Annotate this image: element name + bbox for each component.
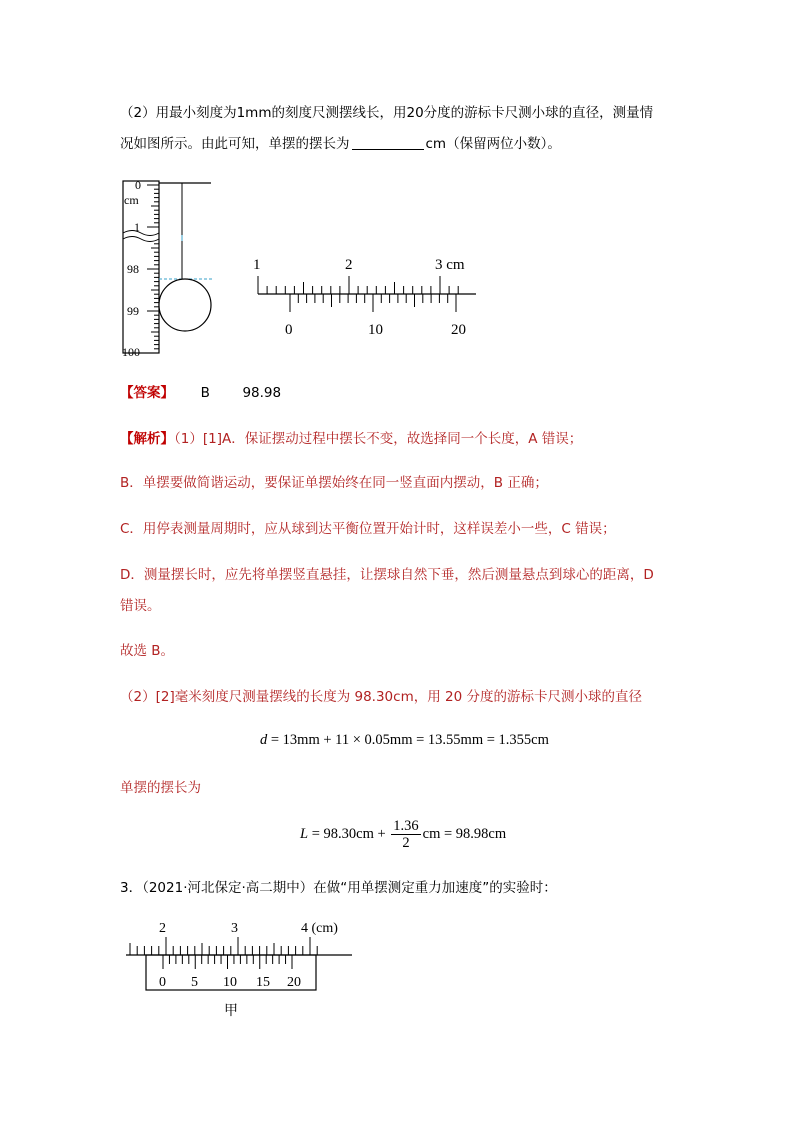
vernier2-main-label-4: 4 (cm) [301,921,338,936]
analysis-d2: 错误。 [120,598,161,614]
analysis-a [120,429,582,449]
vernier2-vern-label-10: 10 [223,975,237,990]
vernier1-main-label-3: 3 cm [435,257,465,273]
equation-diameter [260,732,549,749]
vernier2-vernier-ticks [163,955,292,969]
vernier-figure-1 [248,252,483,342]
analysis-label: 【解析】 [120,431,174,447]
analysis-a-text: （1）[1]A．保证摆动过程中摆长不变，故选择同一个长度，A 错误； [174,431,583,447]
vernier2-main-label-2: 2 [159,921,166,936]
ruler-label-1: 1 [134,220,140,234]
ruler-label-100: 100 [122,345,140,359]
q2-line2-pre: 况如图所示。由此可知，单摆的摆长为 [120,136,350,152]
analysis-d1: D．测量摆长时，应先将单摆竖直悬挂，让摆球自然下垂，然后测量悬点到球心的距离，D [120,567,654,583]
vernier2-caption: 甲 [224,1004,238,1019]
vernier1-main-ticks [258,276,458,294]
answer-line [120,383,281,403]
answer-choice: B [200,385,210,401]
vernier1-main-label-2: 2 [345,257,353,273]
pendulum-ball [159,279,211,331]
vernier2-main-label-3: 3 [231,921,238,936]
eq2-numerator: 1.36 [393,818,419,834]
vernier1-vern-label-20: 20 [451,322,466,338]
vernier-figure-2 [120,915,360,1025]
ruler-label-99: 99 [127,304,139,318]
eq2-a: = 98.30cm + [308,825,390,842]
vernier2-vern-label-5: 5 [191,975,198,990]
eq2-denominator: 2 [402,835,410,851]
q3-stem: 3．（2021·河北保定·高二期中）在做“用单摆测定重力加速度”的实验时： [120,880,557,896]
analysis-conclusion: 故选 B。 [120,643,175,659]
q2-line2 [120,134,561,154]
vernier2-vern-label-0: 0 [159,975,166,990]
q2-line1: （2）用最小刻度为1mm的刻度尺测摆线长，用20分度的游标卡尺测小球的直径，测量情 [120,105,654,121]
ruler-label-98: 98 [127,262,139,276]
vernier2-vern-label-15: 15 [256,975,270,990]
vernier1-vernier-ticks [290,294,456,312]
eq2-lhs: L [300,825,309,842]
ruler-pendulum-figure [115,175,225,360]
vernier2-main-ticks [130,937,317,955]
vernier1-vern-label-10: 10 [368,322,383,338]
equation-length [300,818,506,851]
eq2-fraction [391,818,420,851]
analysis-part2: （2）[2]毫米刻度尺测量摆线的长度为 98.30cm，用 20 分度的游标卡尺测小球的直径 [120,689,642,705]
pendulum-length-label: 单摆的摆长为 [120,780,201,796]
ruler-ticks [147,185,159,349]
vernier1-vern-label-0: 0 [285,322,293,338]
analysis-b: B．单摆要做简谐运动，要保证单摆始终在同一竖直面内摆动，B 正确； [120,475,548,491]
q2-line2-post: cm（保留两位小数）。 [425,136,561,152]
ruler-break-mark [123,231,159,236]
eq2-b: cm = 98.98cm [422,825,507,842]
eq1-lhs: d [260,732,268,748]
ruler-label-cm: cm [124,193,139,207]
vernier2-vern-label-20: 20 [287,975,301,990]
answer-label: 【答案】 [120,385,174,401]
answer-value: 98.98 [242,385,282,401]
eq1-rhs: = 13mm + 11 × 0.05mm = 13.55mm = 1.355cm [267,732,549,748]
answer-blank[interactable] [352,135,424,150]
vernier1-main-label-1: 1 [253,257,261,273]
ruler-label-0: 0 [135,178,141,192]
analysis-c: C．用停表测量周期时，应从球到达平衡位置开始计时，这样误差小一些，C 错误； [120,521,616,537]
